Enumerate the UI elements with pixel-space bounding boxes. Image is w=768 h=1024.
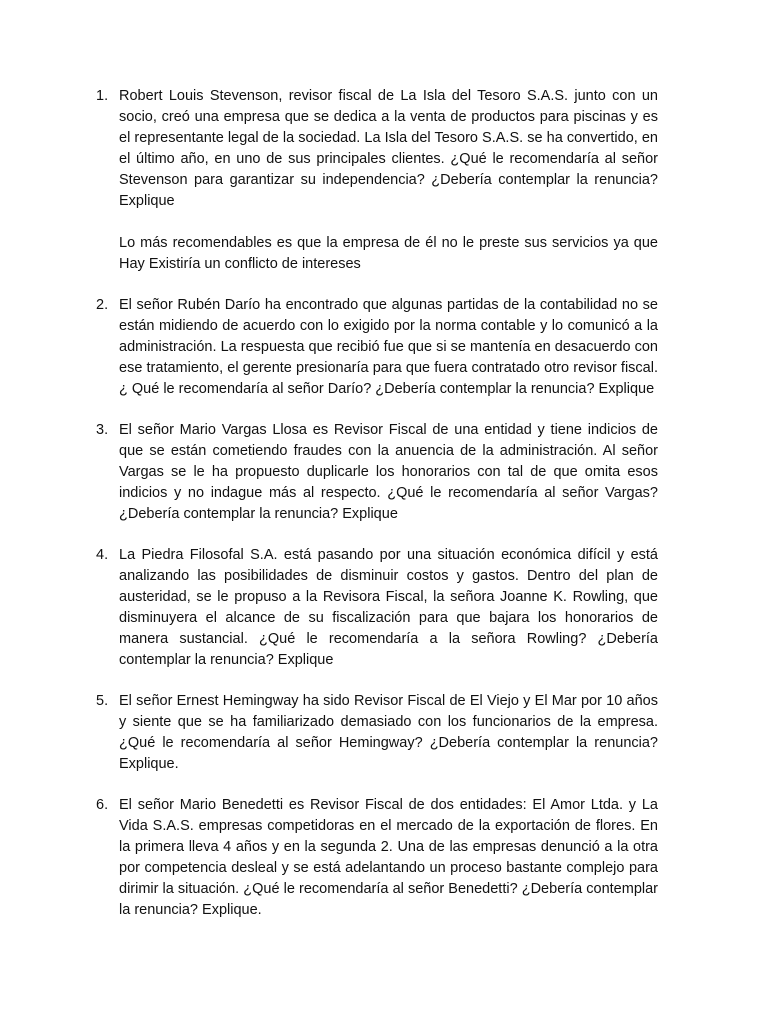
question-item-6: [96, 795, 658, 921]
question-item-2: [96, 295, 658, 400]
question-text: El señor Mario Benedetti es Revisor Fiscal de dos entidades: El Amor Ltda. y La Vida S.A.S. empresas competidoras en el mercado de la exportación de flores. En la primera lleva 4 años y en la segunda 2. Una de las empresas denunció a la otra por competencia desleal y se está adelantando un proceso bastante complejo para dirimir la situación. ¿Qué le recomendaría al señor Benedetti? ¿Debería contemplar la renuncia? Explique.: [119, 797, 658, 918]
question-text: Robert Louis Stevenson, revisor fiscal de La Isla del Tesoro S.A.S. junto con un socio, creó una empresa que se dedica a la venta de productos para piscinas y es el representante legal de la sociedad. La Isla del Tesoro S.A.S. se ha convertido, en el último año, en uno de sus principales clientes. ¿Qué le recomendaría al señor Stevenson para garantizar su independencia? ¿Debería contemplar la renuncia? Explique: [119, 88, 658, 209]
question-item-5: [96, 691, 658, 775]
question-list: [96, 86, 658, 941]
question-text: El señor Rubén Darío ha encontrado que algunas partidas de la contabilidad no se están midiendo de acuerdo con lo exigido por la norma contable y lo comunicó a la administración. La respuesta que recibió fue que si se mantenía en desacuerdo con ese tratamiento, el gerente presionaría para que fuera contratado otro revisor fiscal. ¿ Qué le recomendaría al señor Darío? ¿Debería contemplar la renuncia? Explique: [119, 297, 658, 397]
question-text: El señor Mario Vargas Llosa es Revisor Fiscal de una entidad y tiene indicios de que se están cometiendo fraudes con la anuencia de la administración. Al señor Vargas se le ha propuesto duplicarle los honorarios con tal de que omita esos indicios y no indague más al respecto. ¿Qué le recomendaría al señor Vargas? ¿Debería contemplar la renuncia? Explique: [119, 422, 658, 522]
question-item-4: [96, 545, 658, 671]
question-number: 4.: [96, 547, 109, 563]
question-item-1: [96, 86, 658, 275]
question-number: 6.: [96, 797, 109, 813]
answer-text: Lo más recomendables es que la empresa de él no le preste sus servicios ya que Hay Existiría un conflicto de intereses: [119, 235, 658, 272]
question-item-3: [96, 420, 658, 525]
question-number: 3.: [96, 422, 109, 438]
question-number: 1.: [96, 88, 109, 104]
question-text: La Piedra Filosofal S.A. está pasando por una situación económica difícil y está analizando las posibilidades de disminuir costos y gastos. Dentro del plan de austeridad, se le propuso a la Revisora Fiscal, la señora Joanne K. Rowling, que disminuyera el alcance de su fiscalización para que bajara los honorarios de manera sustancial. ¿Qué le recomendaría a la señora Rowling? ¿Debería contemplar la renuncia? Explique: [119, 547, 658, 668]
question-number: 5.: [96, 693, 109, 709]
question-number: 2.: [96, 297, 109, 313]
question-text: El señor Ernest Hemingway ha sido Revisor Fiscal de El Viejo y El Mar por 10 años y siente que se ha familiarizado demasiado con los funcionarios de la empresa. ¿Qué le recomendaría al señor Hemingway? ¿Debería contemplar la renuncia? Explique.: [119, 693, 658, 772]
